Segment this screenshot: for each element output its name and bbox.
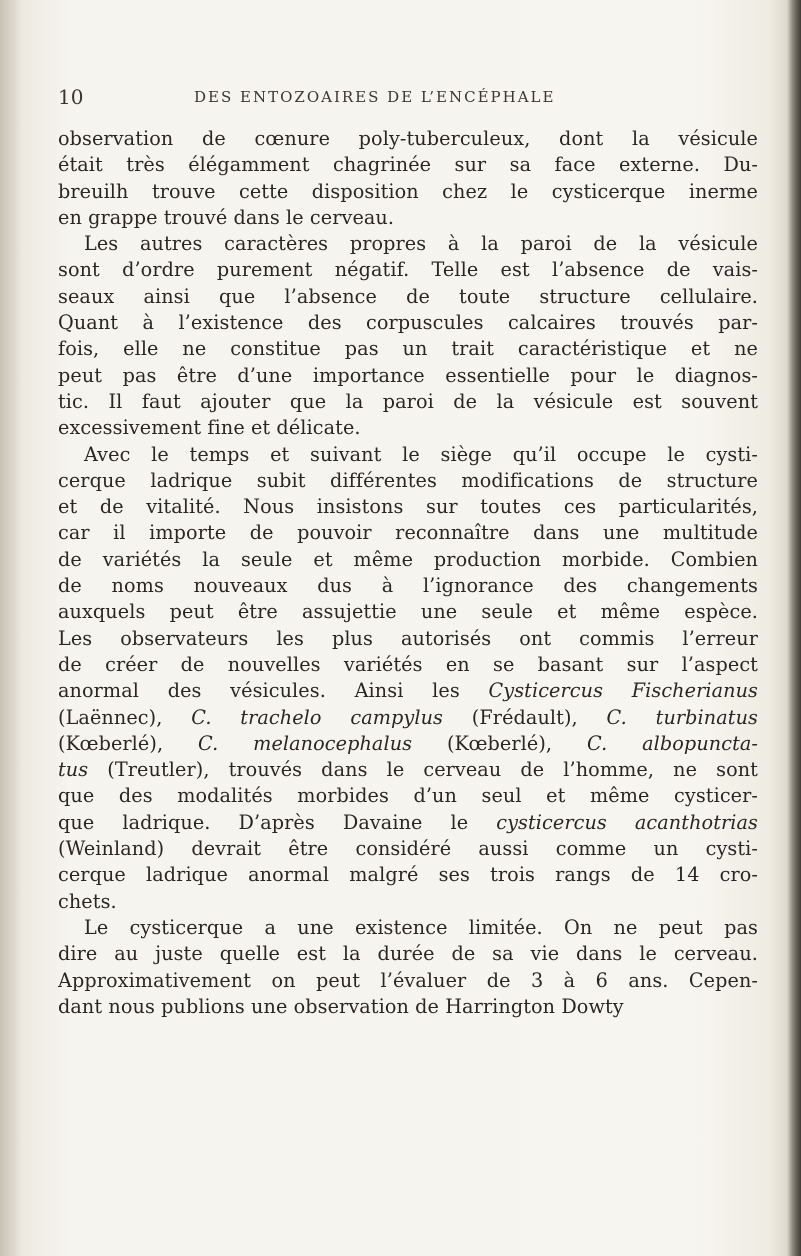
- text-line: [58, 783, 758, 809]
- line-text: cerque ladrique anormal malgré ses trois rangs de 14 cro-: [58, 863, 758, 887]
- line-text: Approximativement on peut l’évaluer de 3 à 6 ans. Cepen-: [58, 968, 758, 992]
- line-text: (Treutler), trouvés dans le cerveau de l’homme, ne sont: [88, 758, 758, 782]
- line-text: sont d’ordre purement négatif. Telle est l’absence de vais-: [58, 258, 758, 282]
- body-text: [58, 126, 758, 1020]
- text-line: [58, 284, 758, 310]
- line-text: Les observateurs les plus autorisés ont commis l’erreur: [58, 626, 758, 650]
- line-text: excessivement fine et délicate.: [58, 416, 361, 440]
- text-line: [58, 994, 758, 1020]
- italic-term: C. albopuncta-: [586, 731, 759, 755]
- text-line: [58, 257, 758, 283]
- line-text: en grappe trouvé dans le cerveau.: [58, 205, 395, 229]
- italic-term: C. trachelo campylus: [191, 705, 444, 729]
- text-line: [58, 442, 758, 468]
- line-text: était très élégamment chagrinée sur sa face externe. Du-: [58, 153, 758, 177]
- text-line: [58, 336, 758, 362]
- italic-term: C. turbinatus: [606, 705, 759, 729]
- line-text: Les autres caractères propres à la paroi de la vésicule: [84, 232, 758, 256]
- italic-term: tus: [58, 758, 89, 782]
- line-text: chets.: [58, 889, 117, 913]
- line-text: breuilh trouve cette disposition chez le cysticerque inerme: [58, 179, 758, 203]
- line-text: de créer de nouvelles variétés en se basant sur l’aspect: [58, 652, 758, 676]
- text-line: [58, 231, 758, 257]
- paragraphs: [58, 126, 758, 1020]
- line-text: tic. Il faut ajouter que la paroi de la vésicule est souvent: [58, 389, 758, 413]
- line-text: observation de cœnure poly-tuberculeux, dont la vésicule: [58, 127, 758, 150]
- text-line: [58, 862, 758, 888]
- line-text: peut pas être d’une importance essentielle pour le diagnos-: [58, 363, 758, 387]
- line-text: de variétés la seule et même production morbide. Combien: [58, 547, 758, 571]
- text-line: [58, 573, 758, 599]
- line-text: dant nous publions une observation de Harrington Dowty: [58, 994, 624, 1018]
- text-line: [58, 599, 758, 625]
- italic-term: cysticercus acanthotrias: [496, 810, 758, 834]
- text-line: [58, 757, 758, 783]
- line-text: Avec le temps et suivant le siège qu’il occupe le cysti-: [84, 442, 758, 466]
- page-number: 10: [58, 85, 84, 109]
- text-line: [58, 310, 758, 336]
- text-line: [58, 652, 758, 678]
- line-text: que ladrique. D’après Davaine le: [58, 810, 497, 834]
- text-line: [58, 389, 758, 415]
- line-text: anormal des vésicules. Ainsi les: [58, 679, 489, 703]
- text-line: [58, 678, 758, 704]
- line-text: (Laënnec),: [58, 705, 192, 729]
- line-text: que des modalités morbides d’un seul et même cysticer-: [58, 784, 758, 808]
- line-text: (Frédault),: [443, 705, 607, 729]
- line-text: Quant à l’existence des corpuscules calcaires trouvés par-: [58, 311, 758, 335]
- line-text: et de vitalité. Nous insistons sur toutes ces particularités,: [58, 495, 758, 519]
- line-text: fois, elle ne constitue pas un trait caractéristique et ne: [58, 337, 758, 361]
- text-line: [58, 915, 758, 941]
- text-line: [58, 520, 758, 546]
- page-gutter-shadow: [0, 0, 22, 1256]
- line-text: auxquels peut être assujettie une seule et même espèce.: [58, 600, 758, 624]
- line-text: (Kœberlé),: [58, 731, 199, 755]
- text-line: [58, 547, 758, 573]
- text-line: [58, 941, 758, 967]
- text-line: [58, 810, 758, 836]
- line-text: (Kœberlé),: [412, 731, 587, 755]
- text-line: [58, 415, 758, 441]
- italic-term: C. melanocephalus: [198, 731, 413, 755]
- text-line: [58, 626, 758, 652]
- text-line: [58, 468, 758, 494]
- line-text: seaux ainsi que l’absence de toute structure cellulaire.: [58, 284, 758, 308]
- italic-term: Cysticercus Fischerianus: [488, 679, 758, 703]
- text-line: [58, 705, 758, 731]
- text-line: [58, 731, 758, 757]
- line-text: Le cysticerque a une existence limitée. On ne peut pas: [84, 915, 758, 939]
- line-text: dire au juste quelle est la durée de sa vie dans le cerveau.: [58, 942, 758, 966]
- text-line: [58, 968, 758, 994]
- line-text: car il importe de pouvoir reconnaître dans une multitude: [58, 521, 758, 545]
- line-text: (Weinland) devrait être considéré aussi comme un cysti-: [58, 837, 758, 861]
- text-line: [58, 889, 758, 915]
- line-text: cerque ladrique subit différentes modifications de structure: [58, 468, 758, 492]
- text-line: [58, 494, 758, 520]
- text-line: [58, 179, 758, 205]
- running-title: DES ENTOZOAIRES DE L’ENCÉPHALE: [194, 88, 556, 106]
- text-line: [58, 836, 758, 862]
- text-line: [58, 205, 758, 231]
- text-line: [58, 152, 758, 178]
- text-line: [58, 126, 758, 152]
- line-text: de noms nouveaux dus à l’ignorance des changements: [58, 574, 758, 598]
- page-edge-shadow: [787, 0, 801, 1256]
- text-line: [58, 363, 758, 389]
